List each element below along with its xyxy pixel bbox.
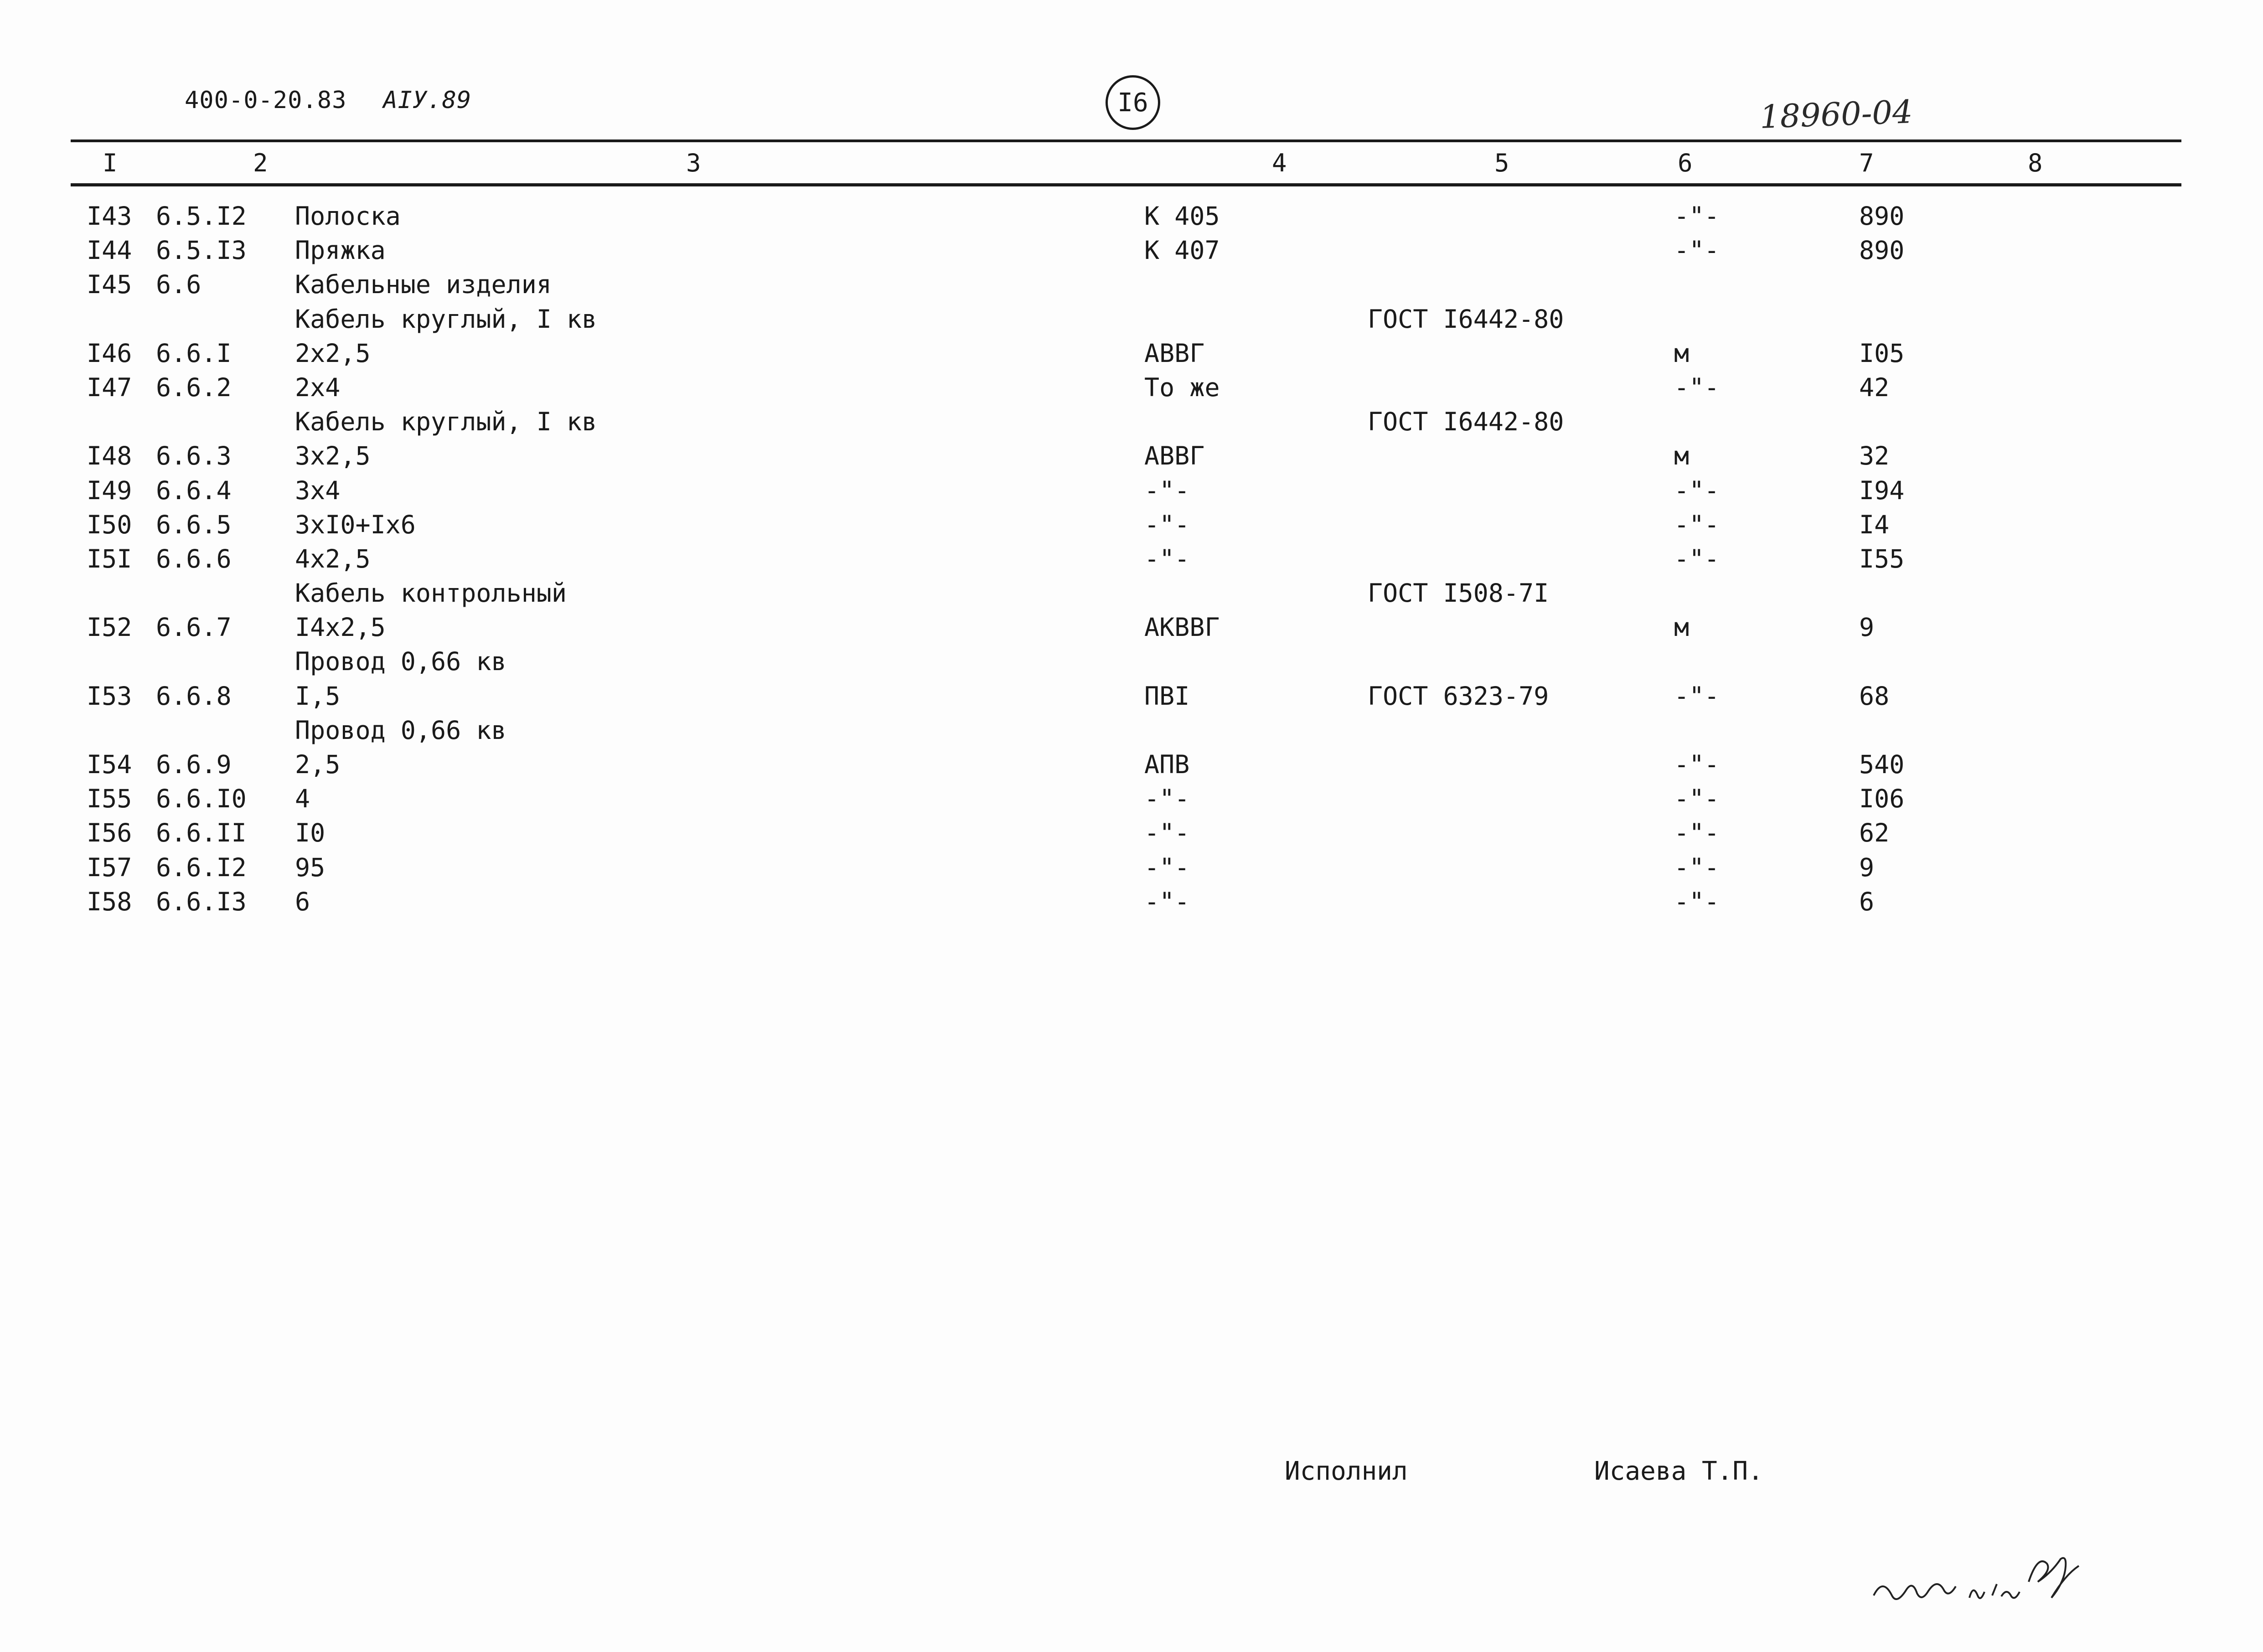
item-type: АВВГ	[1144, 441, 1205, 471]
item-name: Кабель круглый, I кв	[295, 304, 597, 334]
item-name: Провод 0,66 кв	[295, 647, 506, 676]
item-code: 6.6.I3	[156, 887, 247, 916]
item-unit: м	[1674, 613, 1690, 642]
item-code: 6.6.9	[156, 750, 232, 779]
item-unit: -"-	[1674, 784, 1720, 814]
item-quantity: 890	[1859, 201, 1905, 231]
table-row	[0, 782, 2263, 816]
row-number: I52	[87, 613, 132, 642]
handwritten-signature	[1869, 1541, 2106, 1623]
specification-table	[0, 199, 2263, 919]
item-type: К 407	[1144, 236, 1220, 265]
item-quantity: I05	[1859, 338, 1905, 368]
item-code: 6.6.3	[156, 441, 232, 471]
item-standard: ГОСТ I508-7I	[1368, 578, 1549, 608]
table-row	[0, 199, 2263, 233]
item-unit: -"-	[1674, 510, 1720, 539]
item-type: -"-	[1144, 475, 1190, 505]
item-code: 6.6.4	[156, 475, 232, 505]
item-type: АВВГ	[1144, 338, 1205, 368]
table-row	[0, 233, 2263, 268]
item-quantity: 42	[1859, 372, 1890, 402]
row-number: I5I	[87, 544, 132, 573]
column-header-4: 4	[1272, 149, 1287, 177]
table-row	[0, 816, 2263, 850]
executor-name: Исаева Т.П.	[1594, 1456, 1763, 1486]
column-header-7: 7	[1859, 149, 1874, 177]
item-code: 6.6.II	[156, 818, 247, 848]
table-row	[0, 302, 2263, 336]
item-quantity: 890	[1859, 236, 1905, 265]
item-type: -"-	[1144, 510, 1190, 539]
item-unit: м	[1674, 441, 1690, 471]
table-row	[0, 508, 2263, 542]
item-code: 6.5.I3	[156, 236, 247, 265]
table-row	[0, 405, 2263, 439]
table-row	[0, 542, 2263, 576]
item-unit: -"-	[1674, 681, 1720, 711]
row-number: I48	[87, 441, 132, 471]
item-code: 6.6.7	[156, 613, 232, 642]
table-row	[0, 371, 2263, 405]
doc-code-number: 400-0-20.83	[185, 87, 347, 114]
table-row	[0, 748, 2263, 782]
item-name: 3х4	[295, 475, 341, 505]
item-name: 2х2,5	[295, 338, 371, 368]
item-name: I0	[295, 818, 326, 848]
item-unit: м	[1674, 338, 1690, 368]
item-unit: -"-	[1674, 236, 1720, 265]
item-quantity: 32	[1859, 441, 1890, 471]
column-header-5: 5	[1494, 149, 1509, 177]
row-number: I46	[87, 338, 132, 368]
item-name: 3х2,5	[295, 441, 371, 471]
item-quantity: I06	[1859, 784, 1905, 814]
item-unit: -"-	[1674, 852, 1720, 882]
item-name: 4х2,5	[295, 544, 371, 573]
item-name: 2х4	[295, 372, 341, 402]
row-number: I50	[87, 510, 132, 539]
item-name: Кабель круглый, I кв	[295, 407, 597, 437]
item-quantity: 68	[1859, 681, 1890, 711]
table-top-rule	[71, 139, 2181, 142]
table-row	[0, 679, 2263, 713]
item-type: К 405	[1144, 201, 1220, 231]
item-unit: -"-	[1674, 372, 1720, 402]
table-row	[0, 576, 2263, 610]
row-number: I45	[87, 270, 132, 299]
item-name: 3хI0+Iх6	[295, 510, 416, 539]
item-unit: -"-	[1674, 475, 1720, 505]
item-name: 6	[295, 887, 310, 916]
item-type: АПВ	[1144, 750, 1190, 779]
item-name: Пряжка	[295, 236, 386, 265]
row-number: I53	[87, 681, 132, 711]
item-unit: -"-	[1674, 201, 1720, 231]
item-unit: -"-	[1674, 544, 1720, 573]
item-type: АКВВГ	[1144, 613, 1220, 642]
column-header-2: 2	[253, 149, 268, 177]
item-unit: -"-	[1674, 750, 1720, 779]
column-header-8: 8	[2028, 149, 2043, 177]
column-header-6: 6	[1678, 149, 1693, 177]
album-code: АIУ.89	[383, 87, 472, 114]
item-quantity: I55	[1859, 544, 1905, 573]
table-row	[0, 336, 2263, 371]
page-number	[1106, 75, 1160, 130]
item-quantity: 540	[1859, 750, 1905, 779]
table-row	[0, 610, 2263, 645]
item-code: 6.6	[156, 270, 202, 299]
item-code: 6.6.I2	[156, 852, 247, 882]
item-name: I4х2,5	[295, 613, 386, 642]
item-name: Полоска	[295, 201, 401, 231]
document-header	[0, 0, 2263, 146]
table-row	[0, 474, 2263, 508]
column-header-1: I	[103, 149, 118, 177]
executor-label: Исполнил	[1285, 1456, 1408, 1486]
page-number-text: I6	[1117, 88, 1148, 118]
row-number: I49	[87, 475, 132, 505]
row-number: I55	[87, 784, 132, 814]
row-number: I57	[87, 852, 132, 882]
item-type: -"-	[1144, 784, 1190, 814]
row-number: I43	[87, 201, 132, 231]
item-quantity: I4	[1859, 510, 1890, 539]
item-quantity: I94	[1859, 475, 1905, 505]
item-name: I,5	[295, 681, 341, 711]
item-code: 6.6.I0	[156, 784, 247, 814]
item-type: То же	[1144, 372, 1220, 402]
item-code: 6.6.6	[156, 544, 232, 573]
row-number: I44	[87, 236, 132, 265]
row-number: I58	[87, 887, 132, 916]
table-header-rule	[71, 183, 2181, 186]
item-unit: -"-	[1674, 818, 1720, 848]
table-row	[0, 885, 2263, 919]
table-row	[0, 713, 2263, 748]
item-quantity: 9	[1859, 852, 1875, 882]
row-number: I47	[87, 372, 132, 402]
item-name: Провод 0,66 кв	[295, 715, 506, 745]
item-name: 95	[295, 852, 326, 882]
row-number: I54	[87, 750, 132, 779]
item-unit: -"-	[1674, 887, 1720, 916]
item-quantity: 62	[1859, 818, 1890, 848]
item-quantity: 9	[1859, 613, 1875, 642]
item-standard: ГОСТ I6442-80	[1368, 304, 1564, 334]
document-code	[185, 87, 471, 114]
item-type: -"-	[1144, 852, 1190, 882]
row-number: I56	[87, 818, 132, 848]
item-code: 6.6.I	[156, 338, 232, 368]
item-name: Кабельные изделия	[295, 270, 552, 299]
item-type: -"-	[1144, 818, 1190, 848]
item-name: 4	[295, 784, 310, 814]
item-code: 6.6.8	[156, 681, 232, 711]
item-code: 6.6.5	[156, 510, 232, 539]
item-code: 6.6.2	[156, 372, 232, 402]
item-code: 6.5.I2	[156, 201, 247, 231]
item-name: Кабель контрольный	[295, 578, 567, 608]
archive-number: 18960-04	[1759, 93, 1913, 136]
column-header-row	[0, 144, 2263, 182]
item-quantity: 6	[1859, 887, 1875, 916]
table-row	[0, 645, 2263, 679]
item-type: -"-	[1144, 887, 1190, 916]
table-row	[0, 851, 2263, 885]
item-type: ПВI	[1144, 681, 1190, 711]
column-header-3: 3	[686, 149, 701, 177]
item-standard: ГОСТ I6442-80	[1368, 407, 1564, 437]
table-row	[0, 268, 2263, 302]
item-standard: ГОСТ 6323-79	[1368, 681, 1549, 711]
item-name: 2,5	[295, 750, 341, 779]
table-row	[0, 439, 2263, 473]
item-type: -"-	[1144, 544, 1190, 573]
